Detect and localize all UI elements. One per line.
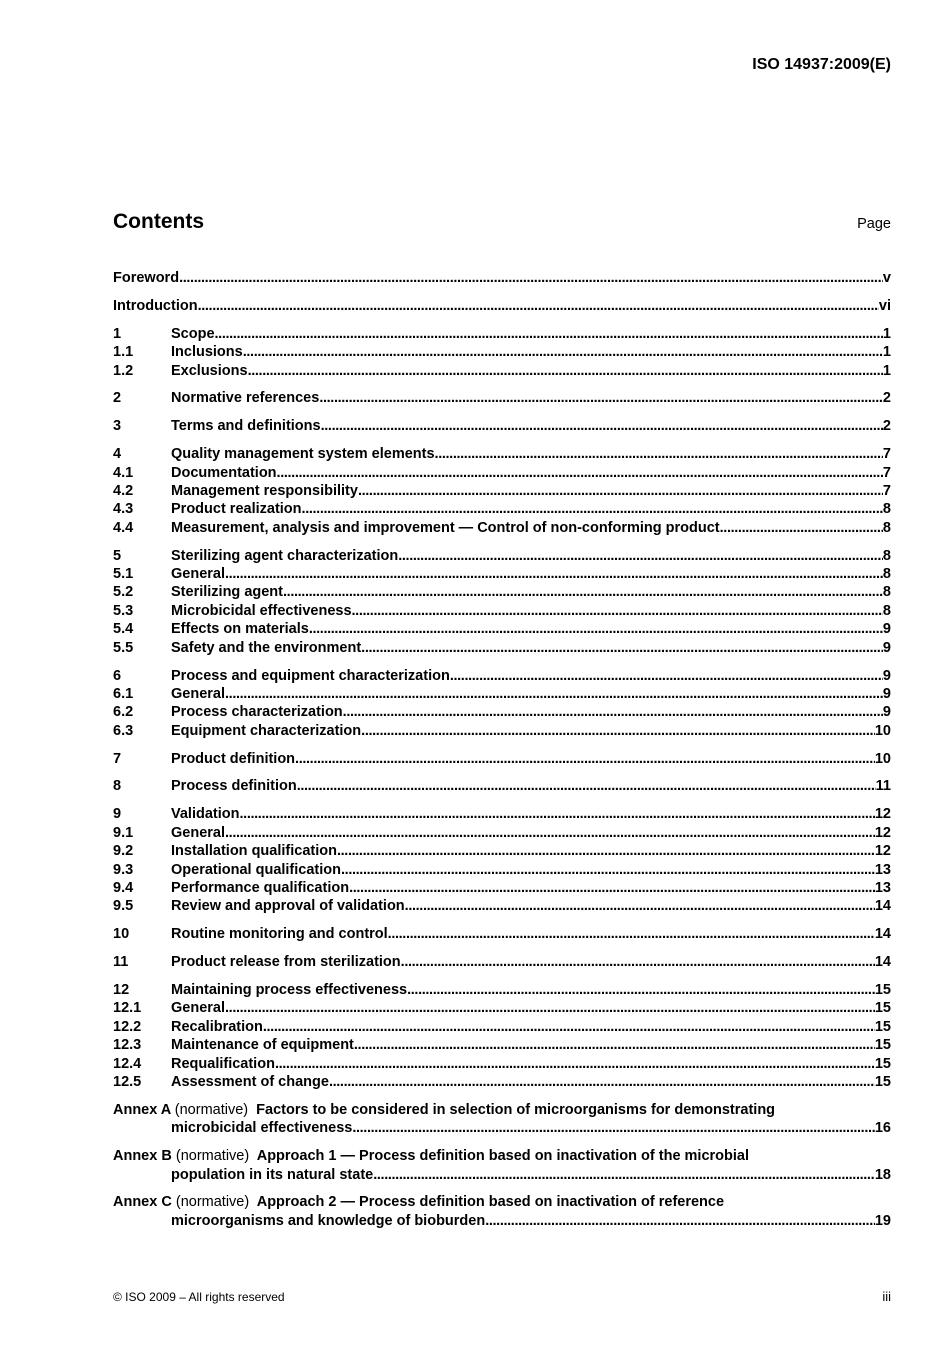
toc-entry[interactable] (113, 1073, 891, 1091)
toc-entry[interactable] (113, 667, 891, 685)
toc-group (113, 445, 891, 537)
toc-entry[interactable] (113, 722, 891, 740)
toc-group (113, 325, 891, 380)
toc-entry-number: 9.1 (113, 824, 134, 841)
toc-entry-title: Quality management system elements (171, 446, 435, 463)
toc-entry-title: General (171, 1000, 225, 1017)
page-column-label: Page (857, 216, 891, 232)
toc-entry[interactable] (113, 897, 891, 915)
dot-leader (405, 897, 875, 915)
dot-leader (283, 583, 883, 601)
toc-entry[interactable] (113, 389, 891, 407)
toc-entry-title: Scope (171, 325, 215, 342)
toc-entry-title: Sterilizing agent (171, 584, 283, 601)
dot-leader (343, 703, 883, 721)
dot-leader (435, 445, 883, 463)
toc-entry[interactable] (113, 464, 891, 482)
dot-leader (225, 685, 883, 703)
toc-entry[interactable] (113, 842, 891, 860)
toc-entry[interactable] (113, 583, 891, 601)
dot-leader (349, 879, 875, 897)
toc-entry-page: 14 (874, 898, 891, 915)
dot-leader (720, 519, 883, 537)
dot-leader (198, 297, 879, 315)
toc-entry-number: 12.5 (113, 1073, 142, 1090)
dot-leader (388, 925, 875, 943)
toc-entry-page: 12 (874, 806, 891, 823)
toc-entry-title: Introduction (113, 297, 198, 314)
toc-entry-number: 12.2 (113, 1018, 142, 1035)
toc-entry-page: 8 (882, 501, 891, 518)
toc-entry-number: 5.2 (113, 584, 134, 601)
toc-entry-title: Effects on materials (171, 621, 309, 638)
toc-entry[interactable] (113, 685, 891, 703)
toc-entry-title: Requalification (171, 1055, 275, 1072)
toc-entry[interactable] (113, 547, 891, 565)
toc-entry[interactable] (113, 297, 891, 315)
toc-entry-title: Measurement, analysis and improvement — Control of non-conforming product (171, 519, 720, 536)
toc-entry-page: 1 (882, 344, 891, 361)
toc-entry[interactable] (113, 703, 891, 721)
toc-entry-number: 6.2 (113, 704, 134, 721)
toc-entry[interactable] (113, 805, 891, 823)
toc-entry-title: Recalibration (171, 1018, 263, 1035)
toc-entry-title: General (171, 824, 225, 841)
toc-group (113, 953, 891, 971)
dot-leader (329, 1073, 875, 1091)
toc-entry-title: Product release from sterilization (171, 954, 401, 971)
toc-group (113, 925, 891, 943)
toc-entry-number: 9 (113, 806, 122, 823)
toc-entry-number: 11 (113, 954, 129, 971)
dot-leader (352, 1119, 875, 1137)
toc-entry-number: 12 (113, 982, 130, 998)
dot-leader (179, 269, 883, 287)
toc-entry[interactable] (113, 861, 891, 879)
annex-page: 16 (874, 1120, 891, 1137)
toc-entry-number: 6.3 (113, 722, 134, 739)
dot-leader (295, 750, 875, 768)
toc-group (113, 269, 891, 287)
toc-entry-number: 5.3 (113, 602, 134, 619)
dot-leader (321, 417, 883, 435)
toc-entry-page: 2 (882, 390, 891, 407)
annex-entry[interactable] (113, 1193, 891, 1230)
dot-leader (450, 667, 883, 685)
dot-leader (341, 861, 875, 879)
annex-title-line2: microbicidal effectiveness (171, 1120, 353, 1137)
dot-leader (243, 343, 883, 361)
copyright-notice: © ISO 2009 – All rights reserved (113, 1290, 285, 1304)
annex-type: (normative) (175, 1194, 250, 1211)
toc-entry[interactable] (113, 879, 891, 897)
toc-group (113, 750, 891, 768)
toc-entry-title: Documentation (171, 464, 277, 481)
toc-entry-title: Process characterization (171, 704, 343, 721)
toc-entry-title: Review and approval of validation (171, 898, 405, 915)
toc-entry-page: 10 (874, 750, 891, 767)
annex-title-line1: Approach 2 — Process definition based on inactivation of reference (256, 1194, 725, 1211)
toc-entry-title: Maintaining process effectiveness (171, 982, 408, 998)
toc-entry-number: 4.4 (113, 519, 134, 536)
toc-entry[interactable] (113, 925, 891, 943)
toc-entry-title: Installation qualification (171, 843, 337, 860)
toc-entry-title: Maintenance of equipment (171, 1037, 354, 1054)
toc-entry-number: 3 (113, 418, 122, 435)
annex-heading-line (113, 1101, 891, 1119)
dot-leader (225, 999, 875, 1017)
dot-leader (485, 1212, 875, 1230)
toc-entry[interactable] (113, 750, 891, 768)
annex-page: 19 (874, 1212, 891, 1229)
toc-entry-page: 8 (882, 566, 891, 583)
toc-entry-number: 8 (113, 778, 122, 795)
toc-entry-number: 9.3 (113, 861, 134, 878)
dot-leader (225, 824, 875, 842)
dot-leader (240, 805, 875, 823)
toc-entry[interactable] (113, 1055, 891, 1073)
toc-entry-title: General (171, 566, 225, 583)
toc-entry-number: 4.2 (113, 483, 134, 500)
toc-entry-title: Normative references (171, 390, 320, 407)
toc-entry-number: 6 (113, 667, 122, 684)
dot-leader (225, 565, 883, 583)
toc-entry-number: 1 (113, 325, 122, 342)
toc-entry[interactable] (113, 639, 891, 657)
toc-entry-page: 15 (874, 1018, 891, 1035)
dot-leader (401, 953, 875, 971)
toc-entry-number: 4.3 (113, 501, 134, 518)
toc-entry-page: 13 (874, 861, 891, 878)
annex-entry[interactable] (113, 1147, 891, 1184)
toc-entry-number: 6.1 (113, 685, 134, 702)
toc-entry-title: General (171, 685, 225, 702)
toc-entry-number: 7 (113, 750, 122, 767)
toc-entry-number: 5.5 (113, 639, 134, 656)
toc-entry-number: 12.4 (113, 1055, 142, 1072)
toc-group (113, 777, 891, 795)
toc-entry-page: 14 (874, 926, 891, 943)
toc-entry-page: 15 (874, 1073, 891, 1090)
document-id: ISO 14937:2009(E) (752, 56, 891, 73)
toc-entry[interactable] (113, 620, 891, 638)
toc-entry-title: Validation (171, 806, 240, 823)
toc-entry-page: 8 (882, 602, 891, 619)
annex-type: (normative) (175, 1148, 250, 1165)
toc-entry[interactable] (113, 325, 891, 343)
annex-label: Annex C (113, 1194, 172, 1211)
toc-entry[interactable] (113, 602, 891, 620)
toc-entry-page: 9 (882, 704, 891, 721)
toc-group (113, 547, 891, 657)
annex-title-line2-row (113, 1119, 891, 1137)
toc-entry[interactable] (113, 500, 891, 518)
toc-entry-number: 2 (113, 390, 122, 407)
annex-heading-line (113, 1147, 891, 1165)
toc-entry-page: 13 (874, 879, 891, 896)
annex-entry[interactable] (113, 1101, 891, 1138)
toc-entry-number: 9.4 (113, 879, 134, 896)
toc-entry-page: 7 (882, 464, 891, 481)
toc-entry-page: 1 (882, 325, 891, 342)
dot-leader (319, 389, 883, 407)
toc-entry[interactable] (113, 343, 891, 361)
toc-entry[interactable] (113, 519, 891, 537)
annex-label: Annex B (113, 1148, 172, 1165)
toc-entry-number: 5.4 (113, 621, 134, 638)
toc-entry-page: 10 (874, 722, 891, 739)
toc-entry-page: 2 (882, 418, 891, 435)
toc-entry-number: 5 (113, 547, 122, 564)
toc-entry[interactable] (113, 362, 891, 380)
toc-entry[interactable] (113, 445, 891, 463)
annex-title-line1: Approach 1 — Process definition based on inactivation of the microbial (256, 1148, 749, 1165)
annex-page: 18 (874, 1166, 891, 1183)
toc-entry-number: 4 (113, 446, 122, 463)
toc-entry-title: Inclusions (171, 344, 243, 361)
toc-entry-page: 9 (882, 667, 891, 684)
toc-entry[interactable] (113, 777, 891, 795)
toc-entry[interactable] (113, 1018, 891, 1036)
dot-leader (297, 777, 876, 795)
toc-entry-number: 1.2 (113, 362, 134, 379)
dot-leader (407, 981, 875, 999)
toc-entry-title: Microbicidal effectiveness (171, 602, 352, 619)
toc-group (113, 417, 891, 435)
toc-entry-number: 9.2 (113, 843, 134, 860)
dot-leader (354, 1036, 875, 1054)
toc-entry[interactable] (113, 953, 891, 971)
toc-entry-page: 8 (882, 547, 891, 564)
dot-leader (352, 602, 883, 620)
toc-entry-page: 8 (882, 584, 891, 601)
dot-leader (337, 842, 875, 860)
toc-entry-page: 12 (874, 843, 891, 860)
toc-group (113, 389, 891, 407)
toc-entry-title: Management responsibility (171, 483, 358, 500)
toc-group (113, 297, 891, 315)
toc-entry-page: 15 (874, 982, 891, 998)
toc-entry-page: 11 (875, 778, 891, 795)
toc-entry[interactable] (113, 417, 891, 435)
toc-entry-title: Performance qualification (171, 879, 350, 896)
toc-entry-title: Equipment characterization (171, 722, 362, 739)
annex-heading-line (113, 1193, 891, 1211)
toc-entry-page: 7 (882, 483, 891, 500)
toc-entry-number: 9.5 (113, 898, 134, 915)
toc-entry-title: Process and equipment characterization (171, 667, 450, 684)
toc-entry-title: Terms and definitions (171, 418, 321, 435)
contents-heading: Contents (113, 210, 204, 233)
toc-entry[interactable] (113, 269, 891, 287)
annex-label: Annex A (113, 1101, 171, 1118)
toc-group (113, 981, 891, 1091)
toc-entry-title: Safety and the environment (171, 639, 362, 656)
toc-entry-page: 15 (874, 1037, 891, 1054)
toc-group (113, 805, 891, 915)
toc-entry[interactable] (113, 482, 891, 500)
toc-entry-page: 1 (882, 362, 891, 379)
toc-entry[interactable] (113, 1036, 891, 1054)
dot-leader (277, 464, 883, 482)
dot-leader (373, 1166, 875, 1184)
dot-leader (263, 1018, 875, 1036)
dot-leader (248, 362, 883, 380)
toc-entry-page: 9 (882, 685, 891, 702)
toc-entry-number: 1.1 (113, 344, 134, 361)
toc-entry-number: 12.3 (113, 1037, 142, 1054)
toc-entry-number: 10 (113, 926, 130, 943)
toc-entry-page: 15 (874, 1055, 891, 1072)
annex-title-line2: microorganisms and knowledge of bioburden (171, 1212, 486, 1229)
annex-title-line2: population in its natural state (171, 1166, 374, 1183)
toc-entry-page: vi (878, 297, 891, 314)
dot-leader (361, 639, 883, 657)
toc-entry-number: 5.1 (113, 566, 134, 583)
toc-entry-page: 9 (882, 639, 891, 656)
toc-group (113, 667, 891, 741)
annex-title-line2-row (113, 1166, 891, 1184)
toc-entry[interactable] (113, 565, 891, 583)
dot-leader (358, 482, 883, 500)
toc-entry-title: Routine monitoring and control (171, 926, 388, 943)
toc-entry-page: 7 (882, 446, 891, 463)
toc-entry-title: Product realization (171, 501, 302, 518)
toc-entry[interactable] (113, 824, 891, 842)
dot-leader (398, 547, 883, 565)
dot-leader (302, 500, 883, 518)
toc-entry-page: 8 (882, 519, 891, 536)
toc-entry[interactable] (113, 999, 891, 1017)
toc-entry-page: 12 (874, 824, 891, 841)
annex-type: (normative) (174, 1101, 249, 1118)
toc-entry-page: v (882, 270, 891, 286)
toc-entry-title: Assessment of change (171, 1073, 329, 1090)
toc-entry-title: Sterilizing agent characterization (171, 547, 399, 564)
toc-entry[interactable] (113, 981, 891, 999)
toc-entry-page: 15 (874, 1000, 891, 1017)
annex-title-line2-row (113, 1212, 891, 1230)
toc-entry-title: Foreword (113, 270, 180, 286)
dot-leader (361, 722, 875, 740)
toc-entry-number: 4.1 (113, 464, 134, 481)
toc-entry-title: Operational qualification (171, 861, 341, 878)
toc-entry-page: 14 (874, 954, 891, 971)
dot-leader (275, 1055, 875, 1073)
toc-entry-title: Exclusions (171, 362, 248, 379)
dot-leader (309, 620, 883, 638)
dot-leader (215, 325, 883, 343)
toc-entry-number: 12.1 (113, 1000, 142, 1017)
toc-entry-title: Process definition (171, 778, 297, 795)
table-of-contents (113, 269, 891, 1240)
toc-entry-title: Product definition (171, 750, 296, 767)
page-number: iii (882, 1289, 891, 1304)
toc-entry-page: 9 (882, 621, 891, 638)
annex-title-line1: Factors to be considered in selection of microorganisms for demonstrating (256, 1101, 776, 1118)
